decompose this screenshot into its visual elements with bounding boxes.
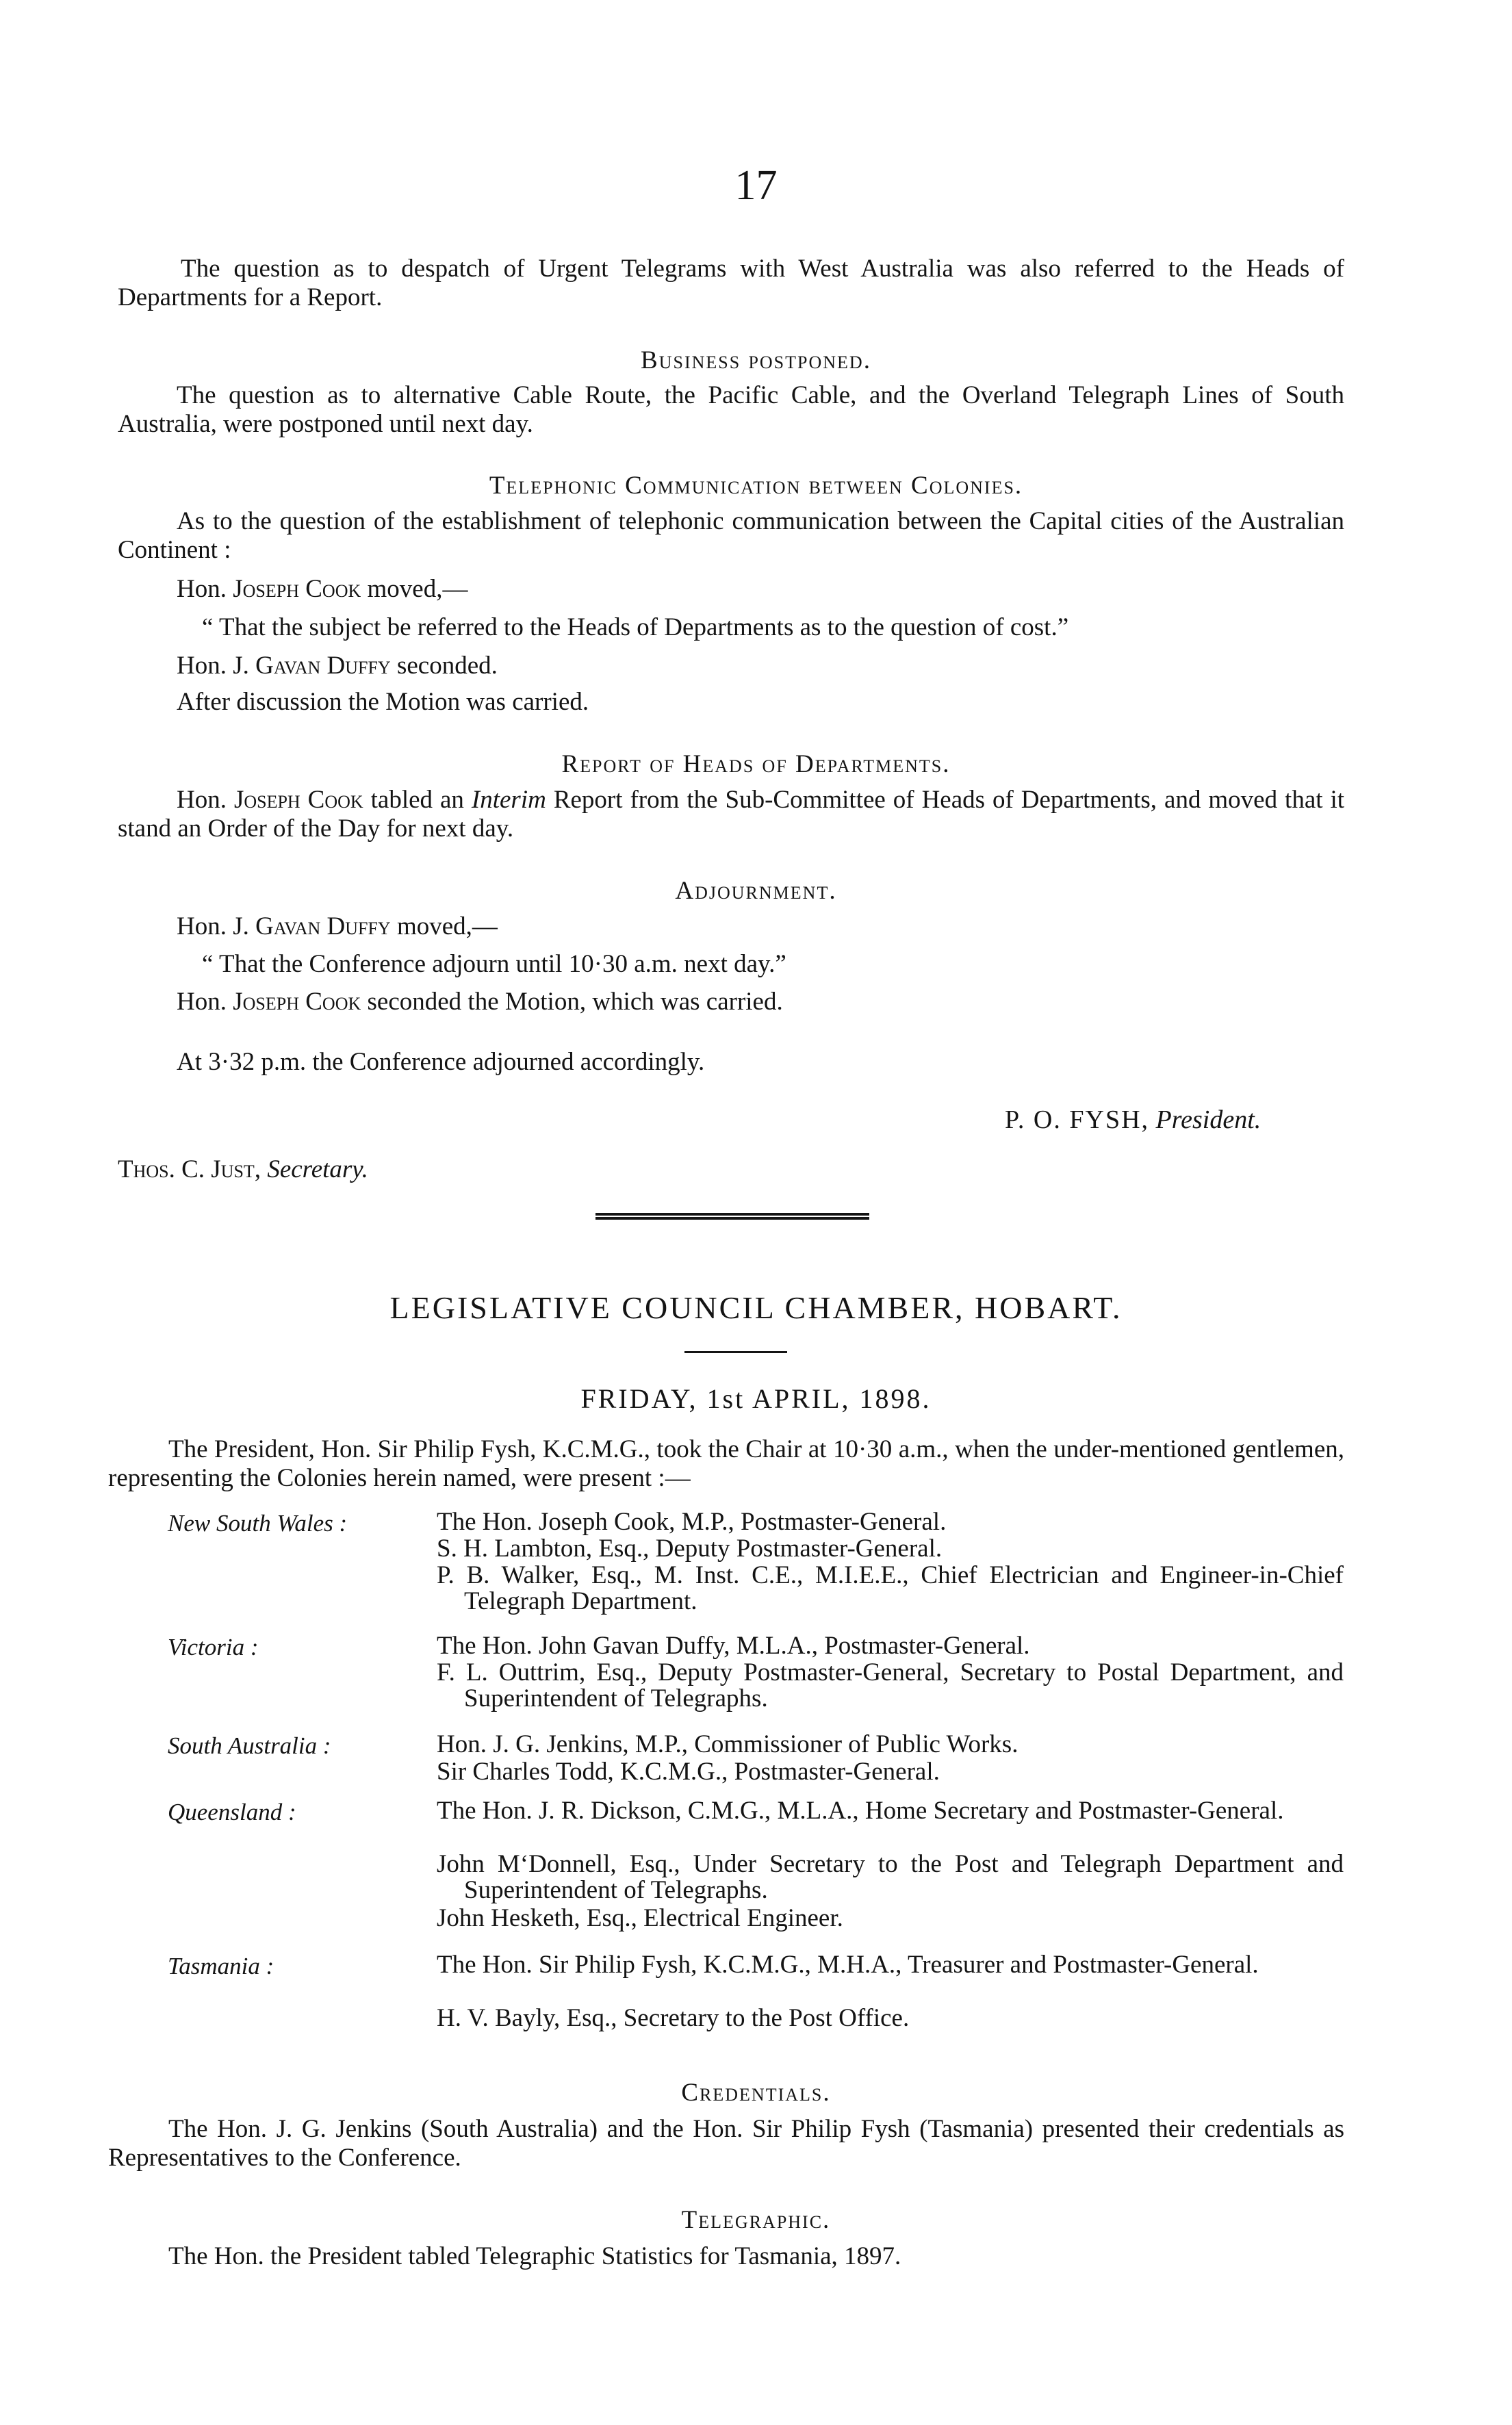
mover-prefix: Hon. bbox=[177, 575, 227, 603]
telephonic-seconder-line bbox=[177, 652, 498, 680]
member-entry: The Hon. J. R. Dickson, C.M.G., M.L.A., Home Secretary and Postmaster-General. bbox=[437, 1797, 1284, 1825]
state-label: Tasmania : bbox=[168, 1953, 274, 1979]
telephonic-intro-paragraph: As to the question of the establishment of telephonic communication between the Capital cities of the Australian Continent : bbox=[118, 507, 1344, 564]
report-name: Joseph Cook bbox=[233, 786, 363, 814]
president-name: P. O. FYSH, bbox=[1005, 1105, 1150, 1134]
secretary-name: Just, bbox=[211, 1155, 261, 1183]
report-mid: tabled an bbox=[370, 786, 464, 814]
member-entry: P. B. Walker, Esq., M. Inst. C.E., M.I.E.E., Chief Electrician and Engineer-in-Chief Telegraph Department. bbox=[437, 1561, 1344, 1615]
adjournment-motion-text: “ That the Conference adjourn until 10·30 a.m. next day.” bbox=[202, 950, 786, 978]
telegraphic-heading: Telegraphic. bbox=[681, 2206, 831, 2234]
seconder-name: Gavan Duffy bbox=[255, 652, 391, 680]
secretary-title: Secretary. bbox=[267, 1155, 368, 1183]
member-entry: John M‘Donnell, Esq., Under Secretary to the Post and Telegraph Department and Superintendent of Telegraphs. bbox=[437, 1850, 1344, 1904]
state-label: New South Wales : bbox=[168, 1510, 348, 1537]
telephonic-motion-text: “ That the subject be referred to the Heads of Departments as to the question of cost.” bbox=[202, 613, 1069, 641]
mover-suffix: moved,— bbox=[367, 575, 468, 603]
mover-name: Joseph Cook bbox=[233, 575, 361, 603]
section-divider bbox=[595, 1213, 869, 1220]
credentials-heading: Credentials. bbox=[681, 2079, 831, 2107]
member-entry: F. L. Outtrim, Esq., Deputy Postmaster-General, Secretary to Postal Department, and Superintendent of Telegraphs. bbox=[437, 1658, 1344, 1712]
telephonic-result-text: After discussion the Motion was carried. bbox=[177, 688, 589, 716]
telephonic-mover-line bbox=[177, 575, 467, 604]
member-entry: John Hesketh, Esq., Electrical Engineer. bbox=[437, 1904, 843, 1932]
urgent-telegrams-paragraph: The question as to despatch of Urgent Telegrams with West Australia was also referred to the Heads of Departments for a Report. bbox=[118, 255, 1344, 311]
adj-mover-prefix: Hon. J. bbox=[177, 912, 249, 940]
secretary-first: Thos. C. bbox=[118, 1155, 205, 1183]
seconder-prefix: Hon. J. bbox=[177, 652, 249, 680]
adj-mover-name: Gavan Duffy bbox=[255, 912, 391, 940]
adjournment-closing-text: At 3·32 p.m. the Conference adjourned accordingly. bbox=[177, 1048, 705, 1076]
page-number: 17 bbox=[734, 162, 778, 209]
member-entry: The Hon. Sir Philip Fysh, K.C.M.G., M.H.A., Treasurer and Postmaster-General. bbox=[437, 1951, 1259, 1979]
member-entry: Hon. J. G. Jenkins, M.P., Commissioner of Public Works. bbox=[437, 1730, 1018, 1758]
business-postponed-heading: Business postponed. bbox=[641, 346, 871, 374]
report-italic: Interim bbox=[471, 786, 546, 814]
report-prefix: Hon. bbox=[177, 786, 227, 814]
adjournment-mover-line bbox=[177, 912, 498, 941]
report-rest: Report from the Sub-Committee of Heads of Departments, and moved that it stand an Order of the Day for next day. bbox=[118, 786, 1345, 843]
telegraphic-paragraph: The Hon. the President tabled Telegraphic Statistics for Tasmania, 1897. bbox=[168, 2242, 901, 2270]
secretary-signature bbox=[118, 1155, 368, 1184]
member-entry: Sir Charles Todd, K.C.M.G., Postmaster-General. bbox=[437, 1758, 940, 1786]
president-signature bbox=[1005, 1105, 1261, 1134]
state-label: Victoria : bbox=[168, 1634, 259, 1660]
member-entry: The Hon. Joseph Cook, M.P., Postmaster-General. bbox=[437, 1508, 947, 1536]
venue-title: LEGISLATIVE COUNCIL CHAMBER, HOBART. bbox=[389, 1290, 1123, 1325]
report-paragraph bbox=[118, 786, 1344, 843]
member-entry: S. H. Lambton, Esq., Deputy Postmaster-General. bbox=[437, 1535, 943, 1563]
adjournment-seconder-line bbox=[177, 988, 783, 1016]
business-postponed-paragraph: The question as to alternative Cable Route, the Pacific Cable, and the Overland Telegraph Lines of South Australia, were postponed until next day. bbox=[118, 381, 1344, 438]
report-heading: Report of Heads of Departments. bbox=[561, 750, 951, 778]
state-label: South Australia : bbox=[168, 1732, 331, 1759]
adj-seconder-name: Joseph Cook bbox=[233, 988, 361, 1016]
seconder-suffix: seconded. bbox=[396, 652, 498, 680]
credentials-paragraph: The Hon. J. G. Jenkins (South Australia) and the Hon. Sir Philip Fysh (Tasmania) presented their credentials as Representatives to the Conference. bbox=[108, 2115, 1344, 2172]
adj-seconder-suffix: seconded the Motion, which was carried. bbox=[367, 988, 783, 1016]
member-entry: H. V. Bayly, Esq., Secretary to the Post Office. bbox=[437, 2004, 910, 2032]
attendance-intro-paragraph: The President, Hon. Sir Philip Fysh, K.C.M.G., took the Chair at 10·30 a.m., when the under-mentioned gentlemen, representing the Colonies herein named, were present :— bbox=[108, 1435, 1344, 1492]
member-entry: The Hon. John Gavan Duffy, M.L.A., Postmaster-General. bbox=[437, 1632, 1030, 1660]
state-label: Queensland : bbox=[168, 1799, 296, 1825]
meeting-date: FRIDAY, 1st APRIL, 1898. bbox=[580, 1383, 932, 1414]
adj-mover-suffix: moved,— bbox=[396, 912, 498, 940]
telephonic-heading: Telephonic Communication between Colonies. bbox=[489, 472, 1023, 500]
adj-seconder-prefix: Hon. bbox=[177, 988, 227, 1016]
adjournment-heading: Adjournment. bbox=[675, 877, 837, 905]
title-underline bbox=[684, 1351, 787, 1353]
president-title: President. bbox=[1155, 1105, 1261, 1134]
